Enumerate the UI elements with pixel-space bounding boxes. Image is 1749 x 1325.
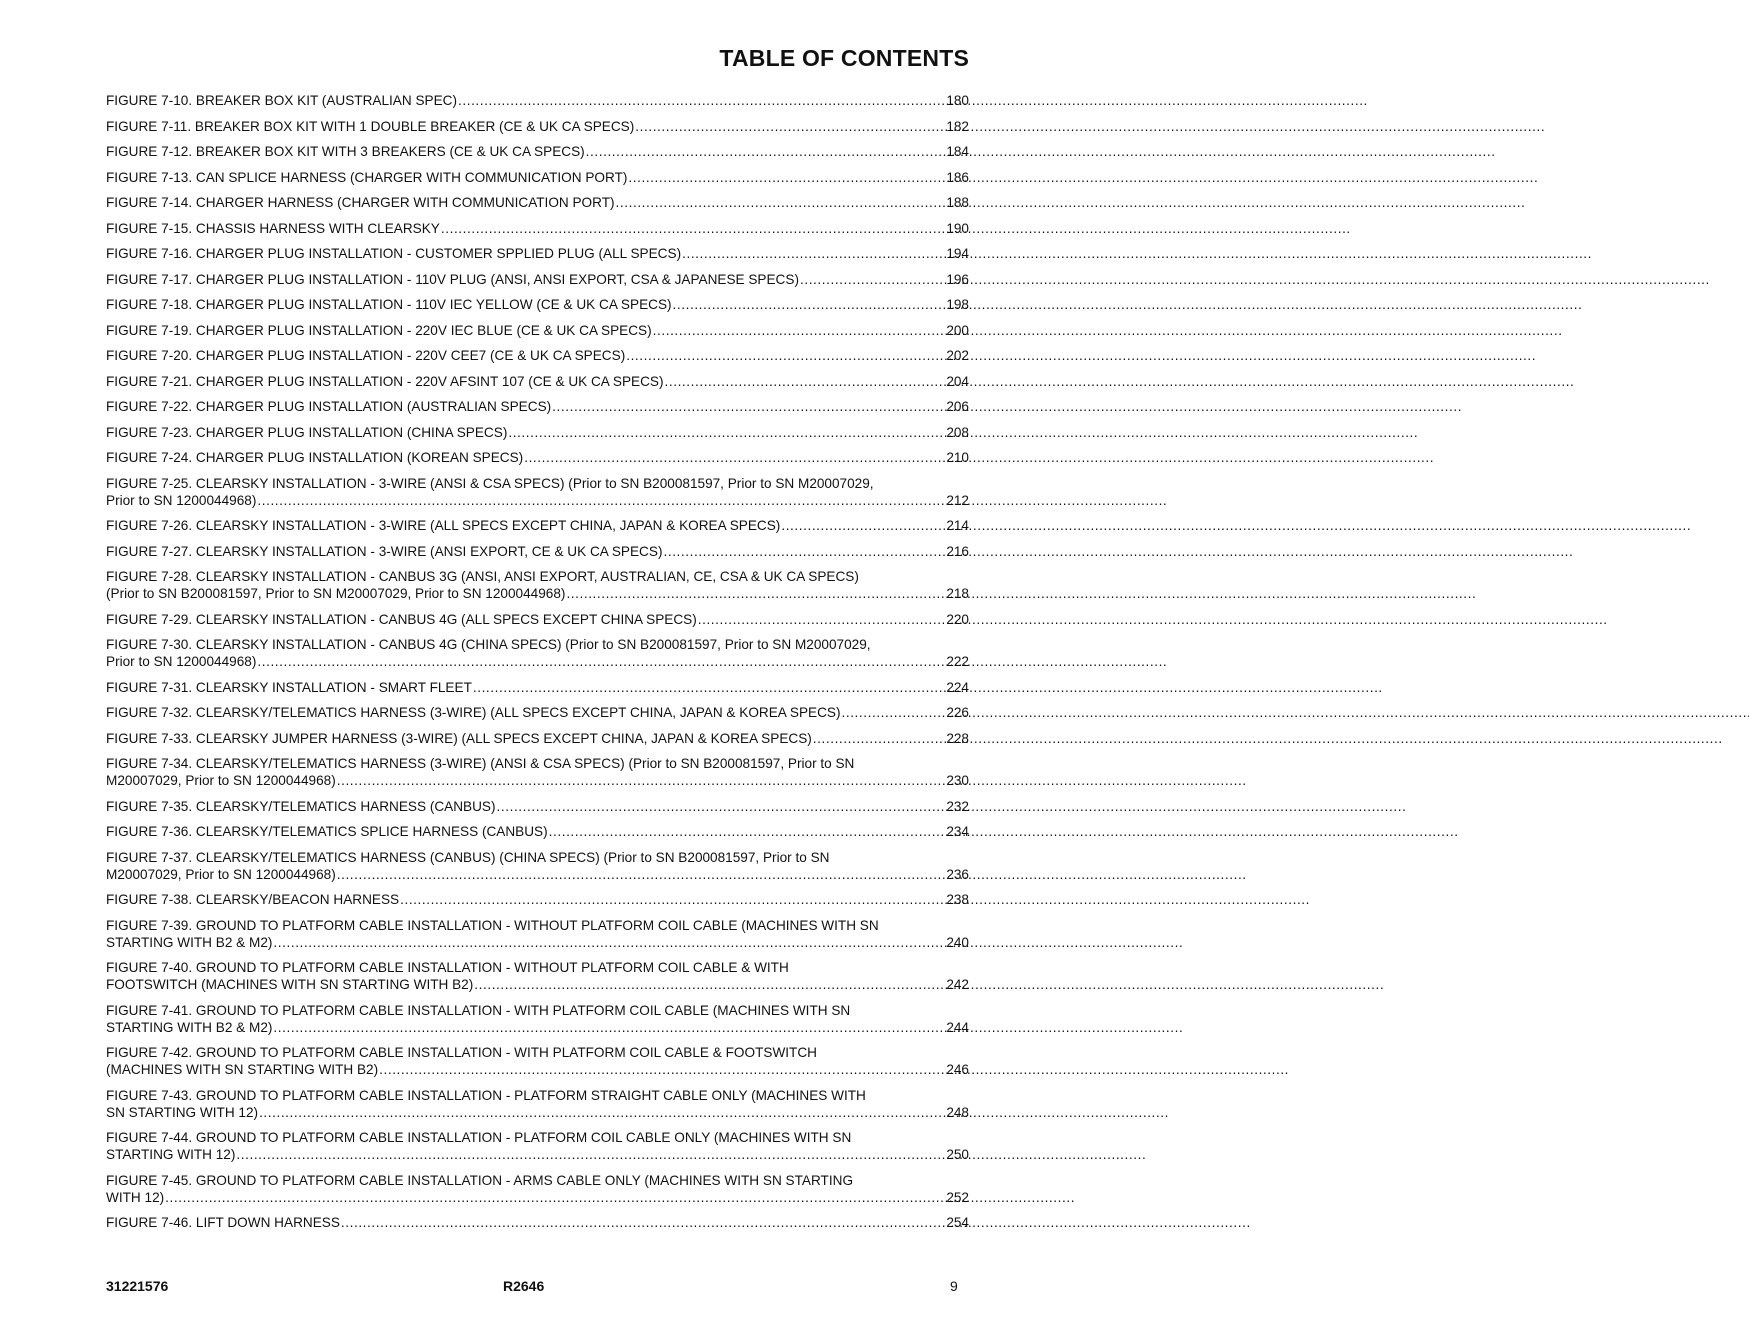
dot-leader — [698, 611, 944, 628]
dot-leader — [800, 271, 943, 288]
toc-entry-title: STARTING WITH B2 & M2) — [106, 934, 273, 950]
toc-page-number: 222 — [946, 654, 969, 669]
dot-leader — [458, 92, 943, 109]
toc-page-number: 186 — [946, 169, 969, 185]
dot-leader — [682, 245, 943, 262]
toc-entry-title: FIGURE 7-25. CLEARSKY INSTALLATION - 3-WIRE (ANSI & CSA SPECS) (Prior to SN B200081597, Prior to SN M20007029, — [106, 475, 874, 491]
dot-leader — [474, 976, 943, 993]
toc-entry[interactable] — [106, 543, 969, 560]
dot-leader — [165, 1189, 943, 1206]
toc-page-number: 210 — [946, 450, 969, 465]
toc-entry-title: M20007029, Prior to SN 1200044968) — [106, 773, 336, 788]
dot-leader — [257, 653, 943, 670]
dot-leader — [626, 347, 943, 364]
toc-page-number: 218 — [946, 586, 969, 601]
toc-entry-title: FIGURE 7-28. CLEARSKY INSTALLATION - CANBUS 3G (ANSI, ANSI EXPORT, AUSTRALIAN, CE, CSA & UK CA SPECS) — [106, 569, 859, 584]
toc-entry[interactable] — [106, 194, 969, 211]
toc-entry[interactable] — [106, 271, 969, 288]
toc-entry-title: FIGURE 7-23. CHARGER PLUG INSTALLATION (CHINA SPECS) — [106, 424, 508, 440]
dot-leader — [813, 730, 944, 747]
toc-entry[interactable] — [106, 704, 969, 721]
dot-leader — [508, 424, 943, 441]
toc-entry[interactable] — [106, 1044, 969, 1078]
dot-leader — [441, 220, 943, 237]
toc-entry-title: FIGURE 7-44. GROUND TO PLATFORM CABLE INSTALLATION - PLATFORM COIL CABLE ONLY (MACHINES WITH SN — [106, 1130, 852, 1145]
toc-entry-title: FIGURE 7-20. CHARGER PLUG INSTALLATION - 220V CEE7 (CE & UK CA SPECS) — [106, 348, 626, 363]
toc-entry[interactable] — [106, 823, 969, 840]
dot-leader — [259, 1104, 943, 1121]
toc-entry[interactable] — [106, 347, 969, 364]
toc-entry-title: WITH 12) — [106, 1189, 165, 1205]
toc-entry-title: STARTING WITH B2 & M2) — [106, 1019, 273, 1035]
dot-leader — [524, 449, 943, 466]
toc-page-number: 194 — [946, 246, 969, 261]
toc-page-number: 196 — [946, 271, 969, 287]
dot-leader — [400, 891, 943, 908]
toc-page-number: 188 — [946, 195, 969, 210]
toc-entry[interactable] — [106, 449, 969, 466]
toc-entry-title: M20007029, Prior to SN 1200044968) — [106, 866, 336, 882]
toc-page-number: 236 — [946, 866, 969, 882]
dot-leader — [635, 118, 943, 135]
toc-entry-title: FIGURE 7-38. CLEARSKY/BEACON HARNESS — [106, 892, 400, 907]
toc-entry[interactable] — [106, 322, 969, 339]
toc-page-number: 198 — [946, 297, 969, 312]
dot-leader — [628, 169, 943, 186]
toc-page-number: 230 — [946, 773, 969, 788]
toc-entry-title: FIGURE 7-45. GROUND TO PLATFORM CABLE INSTALLATION - ARMS CABLE ONLY (MACHINES WITH SN STARTING — [106, 1172, 854, 1188]
toc-entry-title: FIGURE 7-18. CHARGER PLUG INSTALLATION - 110V IEC YELLOW (CE & UK CA SPECS) — [106, 297, 672, 312]
toc-entry[interactable] — [106, 92, 969, 109]
toc-entry[interactable] — [106, 1129, 969, 1163]
toc-entry-title: FIGURE 7-35. CLEARSKY/TELEMATICS HARNESS (CANBUS) — [106, 798, 496, 814]
toc-entry-title: FIGURE 7-14. CHARGER HARNESS (CHARGER WITH COMMUNICATION PORT) — [106, 195, 615, 210]
toc-entry[interactable] — [106, 636, 969, 670]
toc-entry[interactable] — [106, 245, 969, 262]
toc-page-number: 200 — [946, 322, 969, 338]
dot-leader — [337, 866, 944, 883]
toc-entry-title: FIGURE 7-27. CLEARSKY INSTALLATION - 3-WIRE (ANSI EXPORT, CE & UK CA SPECS) — [106, 543, 663, 559]
toc-entry-title: FIGURE 7-39. GROUND TO PLATFORM CABLE INSTALLATION - WITHOUT PLATFORM COIL CABLE (MACHINES WITH SN — [106, 917, 879, 933]
toc-entry[interactable] — [106, 143, 969, 160]
toc-list — [106, 92, 969, 1240]
toc-entry[interactable] — [106, 517, 969, 534]
dot-leader — [586, 143, 944, 160]
toc-entry-title: FIGURE 7-30. CLEARSKY INSTALLATION - CANBUS 4G (CHINA SPECS) (Prior to SN B200081597, Prior to SN M20007029, — [106, 637, 871, 652]
dot-leader — [566, 585, 943, 602]
dot-leader — [781, 517, 943, 534]
toc-page-number: 204 — [946, 373, 969, 389]
toc-entry-title: Prior to SN 1200044968) — [106, 654, 257, 669]
toc-entry-title: FIGURE 7-10. BREAKER BOX KIT (AUSTRALIAN SPEC) — [106, 93, 458, 108]
toc-entry[interactable] — [106, 917, 969, 951]
toc-entry[interactable] — [106, 798, 969, 815]
toc-entry-title: FIGURE 7-31. CLEARSKY INSTALLATION - SMART FLEET — [106, 679, 472, 695]
toc-entry[interactable] — [106, 118, 969, 135]
toc-entry[interactable] — [106, 679, 969, 696]
toc-entry[interactable] — [106, 220, 969, 237]
page-number: 9 — [950, 1278, 958, 1294]
toc-entry-title: FIGURE 7-22. CHARGER PLUG INSTALLATION (AUSTRALIAN SPECS) — [106, 399, 552, 414]
toc-page-number: 212 — [946, 492, 969, 508]
dot-leader — [616, 194, 944, 211]
toc-page-number: 206 — [946, 399, 969, 414]
toc-page-number: 226 — [946, 705, 969, 720]
toc-page-number: 208 — [946, 424, 969, 440]
toc-page-number: 220 — [946, 611, 969, 627]
toc-page-number: 242 — [946, 977, 969, 992]
toc-entry-title: FIGURE 7-24. CHARGER PLUG INSTALLATION (KOREAN SPECS) — [106, 450, 524, 465]
toc-entry[interactable] — [106, 296, 969, 313]
dot-leader — [842, 704, 944, 721]
toc-page-number: 254 — [946, 1215, 969, 1230]
toc-page-number: 250 — [946, 1147, 969, 1162]
dot-leader — [273, 1019, 943, 1036]
toc-entry-title: Prior to SN 1200044968) — [106, 492, 257, 508]
toc-page-number: 184 — [946, 144, 969, 159]
toc-entry[interactable] — [106, 1002, 969, 1036]
dot-leader — [549, 823, 944, 840]
toc-entry-title: FIGURE 7-26. CLEARSKY INSTALLATION - 3-WIRE (ALL SPECS EXCEPT CHINA, JAPAN & KOREA SPECS) — [106, 518, 781, 533]
dot-leader — [257, 492, 943, 509]
toc-entry-title: FIGURE 7-15. CHASSIS HARNESS WITH CLEARSKY — [106, 220, 440, 236]
toc-entry-title: FIGURE 7-21. CHARGER PLUG INSTALLATION - 220V AFSINT 107 (CE & UK CA SPECS) — [106, 373, 664, 389]
dot-leader — [341, 1214, 943, 1231]
dot-leader — [273, 934, 943, 951]
toc-page-number: 224 — [946, 679, 969, 695]
toc-entry-title: FOOTSWITCH (MACHINES WITH SN STARTING WITH B2) — [106, 977, 474, 992]
dot-leader — [473, 679, 943, 696]
toc-entry-title: FIGURE 7-42. GROUND TO PLATFORM CABLE INSTALLATION - WITH PLATFORM COIL CABLE & FOOTSWITCH — [106, 1045, 817, 1060]
toc-entry[interactable] — [106, 1172, 969, 1206]
dot-leader — [552, 398, 943, 415]
toc-page-number: 190 — [946, 220, 969, 236]
dot-leader — [673, 296, 944, 313]
toc-page-number: 202 — [946, 348, 969, 363]
toc-entry[interactable] — [106, 730, 969, 747]
toc-page-number: 180 — [946, 93, 969, 108]
toc-entry-title: FIGURE 7-29. CLEARSKY INSTALLATION - CANBUS 4G (ALL SPECS EXCEPT CHINA SPECS) — [106, 611, 697, 627]
toc-page-number: 238 — [946, 892, 969, 907]
toc-page-number: 240 — [946, 934, 969, 950]
dot-leader — [379, 1061, 943, 1078]
toc-entry[interactable] — [106, 424, 969, 441]
toc-entry[interactable] — [106, 611, 969, 628]
toc-entry-title: FIGURE 7-36. CLEARSKY/TELEMATICS SPLICE HARNESS (CANBUS) — [106, 824, 548, 839]
toc-page-number: 182 — [946, 118, 969, 134]
toc-entry-title: STARTING WITH 12) — [106, 1147, 236, 1162]
toc-page-number: 248 — [946, 1104, 969, 1120]
toc-entry-title: FIGURE 7-12. BREAKER BOX KIT WITH 3 BREAKERS (CE & UK CA SPECS) — [106, 144, 585, 159]
toc-entry-title: FIGURE 7-40. GROUND TO PLATFORM CABLE INSTALLATION - WITHOUT PLATFORM COIL CABLE & WITH — [106, 960, 789, 975]
toc-entry[interactable] — [106, 373, 969, 390]
toc-entry-title: FIGURE 7-43. GROUND TO PLATFORM CABLE INSTALLATION - PLATFORM STRAIGHT CABLE ONLY (MACHINES WITH — [106, 1087, 866, 1103]
revision-code: R2646 — [503, 1278, 545, 1294]
toc-entry-title: (MACHINES WITH SN STARTING WITH B2) — [106, 1062, 379, 1077]
toc-page-number: 252 — [946, 1189, 969, 1205]
toc-entry[interactable] — [106, 959, 969, 993]
dot-leader — [653, 322, 944, 339]
dot-leader — [337, 772, 944, 789]
document-number: 31221576 — [106, 1278, 169, 1294]
toc-entry-title: FIGURE 7-17. CHARGER PLUG INSTALLATION - 110V PLUG (ANSI, ANSI EXPORT, CSA & JAPANESE SPECS) — [106, 271, 799, 287]
toc-page-number: 244 — [946, 1019, 969, 1035]
toc-entry[interactable] — [106, 475, 969, 509]
toc-entry-title: FIGURE 7-41. GROUND TO PLATFORM CABLE INSTALLATION - WITH PLATFORM COIL CABLE (MACHINES WITH SN — [106, 1002, 851, 1018]
toc-entry-title: FIGURE 7-37. CLEARSKY/TELEMATICS HARNESS (CANBUS) (CHINA SPECS) (Prior to SN B200081597, Prior to SN — [106, 849, 830, 865]
toc-entry-title: FIGURE 7-11. BREAKER BOX KIT WITH 1 DOUBLE BREAKER (CE & UK CA SPECS) — [106, 118, 635, 134]
dot-leader — [236, 1146, 943, 1163]
toc-entry[interactable] — [106, 568, 969, 602]
toc-page-number: 232 — [946, 798, 969, 814]
toc-entry[interactable] — [106, 891, 969, 908]
toc-page-number: 214 — [946, 518, 969, 533]
page-title: TABLE OF CONTENTS — [719, 45, 969, 71]
toc-page-number: 216 — [946, 543, 969, 559]
toc-entry-title: FIGURE 7-13. CAN SPLICE HARNESS (CHARGER WITH COMMUNICATION PORT) — [106, 169, 628, 185]
toc-page-number: 234 — [946, 824, 969, 839]
dot-leader — [497, 798, 944, 815]
toc-entry-title: FIGURE 7-46. LIFT DOWN HARNESS — [106, 1215, 340, 1230]
dot-leader — [663, 543, 943, 560]
toc-page-number: 246 — [946, 1062, 969, 1077]
toc-entry[interactable] — [106, 755, 969, 789]
toc-page-number: 228 — [946, 730, 969, 746]
toc-entry-title: SN STARTING WITH 12) — [106, 1104, 259, 1120]
toc-entry-title: FIGURE 7-19. CHARGER PLUG INSTALLATION - 220V IEC BLUE (CE & UK CA SPECS) — [106, 322, 652, 338]
toc-entry[interactable] — [106, 169, 969, 186]
toc-entry-title: FIGURE 7-16. CHARGER PLUG INSTALLATION - CUSTOMER SPPLIED PLUG (ALL SPECS) — [106, 246, 682, 261]
toc-entry[interactable] — [106, 398, 969, 415]
toc-entry-title: FIGURE 7-34. CLEARSKY/TELEMATICS HARNESS (3-WIRE) (ANSI & CSA SPECS) (Prior to SN B200081597, Prior to SN — [106, 756, 855, 771]
toc-entry-title: FIGURE 7-33. CLEARSKY JUMPER HARNESS (3-WIRE) (ALL SPECS EXCEPT CHINA, JAPAN & KOREA SPECS) — [106, 730, 812, 746]
toc-entry[interactable] — [106, 849, 969, 883]
toc-entry[interactable] — [106, 1214, 969, 1231]
toc-entry-title: (Prior to SN B200081597, Prior to SN M20007029, Prior to SN 1200044968) — [106, 586, 566, 601]
dot-leader — [665, 373, 944, 390]
toc-entry-title: FIGURE 7-32. CLEARSKY/TELEMATICS HARNESS (3-WIRE) (ALL SPECS EXCEPT CHINA, JAPAN & KOREA SPECS) — [106, 705, 841, 720]
toc-entry[interactable] — [106, 1087, 969, 1121]
